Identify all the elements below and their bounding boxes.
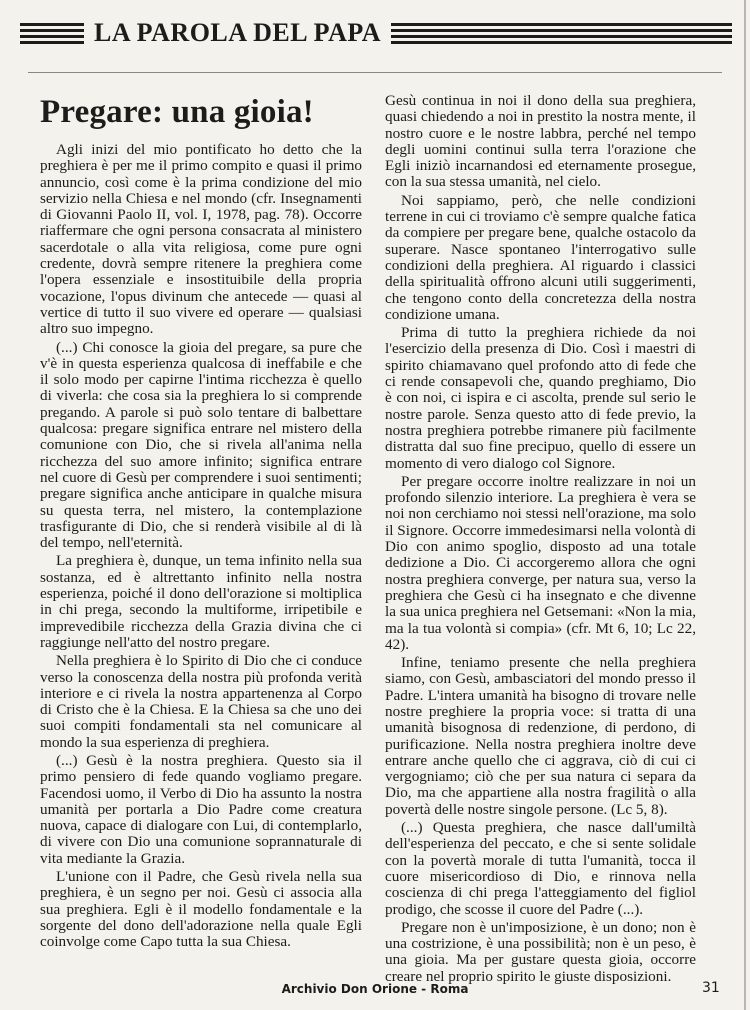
left-paragraph: Nella preghiera è lo Spirito di Dio che ci conduce verso la conoscenza della nostra più profonda verità interiore e ci rivela la nostra appartenenza al Corpo di Cristo che è la Chiesa. E la Chiesa sa che uno dei suoi compiti fondamentali sta nel comunicare al mondo la sua esperienza di preghiera. — [40, 652, 362, 751]
right-paragraph: (...) Questa preghiera, che nasce dall'umiltà dell'esperienza del peccato, e che si sente solidale con la povertà morale di tutta l'umanità, tocca il cuore misericordioso di Dio, e rinnova nella coscienza di chi prega l'atteggiamento del figliol prodigo, che scosse il cuore del Padre (...). — [385, 819, 696, 918]
header-divider — [28, 72, 722, 73]
right-paragraph: Per pregare occorre inoltre realizzare in noi un profondo silenzio interiore. La preghiera è vera se noi non cerchiamo noi stessi nell'orazione, ma solo il Signore. Occorre immedesimarsi nella volontà di Dio con animo spoglio, disposto ad una totale dedizione a Dio. Ci accorgeremo allora che ogni nostra preghiera converge, per natura sua, verso la preghiera che Gesù ci ha insegnato e che divenne la sua unica preghiera nel Getsemani: «Non la mia, ma la tua volontà si compia» (cfr. Mt 6, 10; Lc 22, 42). — [385, 472, 696, 653]
header-rule-left — [20, 23, 84, 44]
right-paragraph: Pregare non è un'imposizione, è un dono; non è una costrizione, è una possibilità; non è un peso, è una gioia. Ma per gustare questa gioia, occorre creare nel proprio spirito le giuste disposizioni. — [385, 918, 696, 985]
article-title: Pregare: una gioia! — [40, 94, 314, 130]
archive-label: Archivio Don Orione - Roma — [281, 982, 469, 996]
left-paragraph: L'unione con il Padre, che Gesù rivela nella sua preghiera, è un segno per noi. Gesù ci associa alla sua preghiera. Egli è il modello fondamentale e la sorgente del dono dell'adorazione nella quale Egli coinvolge come Capo tutta la sua Chiesa. — [40, 868, 362, 951]
header-rule-right — [391, 23, 732, 44]
left-paragraph: La preghiera è, dunque, un tema infinito nella sua sostanza, ed è altrettanto infinito nella nostra esperienza, poiché il dono dell'orazione si moltiplica in chi prega, secondo la multiforme, irripetibile e imprevedibile ricchezza della Grazia divina che ci raggiunge nell'atto del nostro pregare. — [40, 552, 362, 651]
right-paragraph: Prima di tutto la preghiera richiede da noi l'esercizio della presenza di Dio. Così i maestri di spirito chiamavano quel profondo atto di fede che ci rende consapevoli che, quando preghiamo, Dio è con noi, ci ispira e ci ascolta, prende sul serio le nostre parole. Senza questo atto di fede previo, la nostra preghiera potrebbe rimanere più facilmente distratta dal suo fine precipuo, quello di essere un momento di vero dialogo col Signore. — [385, 324, 696, 472]
right-paragraph: Infine, teniamo presente che nella preghiera siamo, con Gesù, ambasciatori del mondo presso il Padre. L'intera umanità ha bisogno di trovare nelle nostre preghiere la propria voce: si tratta di una umanità bisognosa di redenzione, di perdono, di purificazione. Nella nostra preghiera inoltre deve entrare anche quello che ci aggrava, ciò di cui ci vergogniamo; ciò che per sua natura ci separa da Dio, ma che appartiene alla nostra fragilità o alla povertà delle nostre singole persone. (Lc 5, 8). — [385, 654, 696, 818]
right-paragraph: Gesù continua in noi il dono della sua preghiera, quasi chiedendo a noi in prestito la nostra mente, il nostro cuore e le nostre labbra, perché nel tempo degli uomini continui sulla terra l'orazione che Egli iniziò incarnandosi ed eternamente prosegue, con la sua stessa umanità, nel cielo. — [385, 92, 696, 191]
left-paragraph: Agli inizi del mio pontificato ho detto che la preghiera è per me il primo compito e quasi il primo annuncio, così come è la prima condizione del mio servizio nella Chiesa e nel mondo (cfr. Insegnamenti di Giovanni Paolo II, vol. I, 1978, pag. 78). Occorre riaffermare che ogni persona consacrata al ministero sacerdotale o alla vita religiosa, come pure ogni credente, dovrà sempre ritenere la preghiera come l'opera essenziale e insostituibile della propria vocazione, l'opus divinum che antecede — quasi al vertice di tutto il suo vivere ed operare — qualsiasi altro suo impegno. — [40, 141, 362, 338]
section-title: LA PAROLA DEL PAPA — [94, 18, 382, 47]
right-column — [385, 93, 696, 987]
page-number: 31 — [702, 980, 720, 996]
right-paragraph: Noi sappiamo, però, che nelle condizioni terrene in cui ci troviamo c'è sempre qualche fatica da compiere per pregare bene, qualche ostacolo da superare. Nasce spontaneo l'interrogativo sulle condizioni della preghiera. Al riguardo i classici della spiritualità offrono alcuni utili suggerimenti, che tengono conto della concretezza della nostra condizione umana. — [385, 191, 696, 323]
left-paragraph: (...) Gesù è la nostra preghiera. Questo sia il primo pensiero di fede quando vogliamo pregare. Facendosi uomo, il Verbo di Dio ha assunto la nostra umanità per portarla a Dio Padre come creatura nuova, capace di dialogare con Lui, di contemplarlo, di vivere con Dio una comunione soprannaturale di vita mediante la Grazia. — [40, 751, 362, 867]
left-paragraph: (...) Chi conosce la gioia del pregare, sa pure che v'è in questa esperienza qualcosa di ineffabile e che il solo modo per capirne l'intima ricchezza è quello di viverla: che cosa sia la preghiera lo si comprende pregando. A parole si può solo tentare di balbettare qualcosa: pregare significa entrare nel mistero della comunione con Dio, che si rivela all'anima nella ricchezza del suo amore infinito; significa entrare nel cuore di Gesù per comprendere i suoi sentimenti; pregare significa anche anticipare in qualche misura su questa terra, nel mistero, la contemplazione trasfigurante di Dio, che si renderà visibile al di là del tempo, nell'eternità. — [40, 338, 362, 552]
left-column — [40, 92, 362, 953]
section-header — [20, 18, 732, 48]
page-edge-shadow — [744, 0, 746, 1010]
